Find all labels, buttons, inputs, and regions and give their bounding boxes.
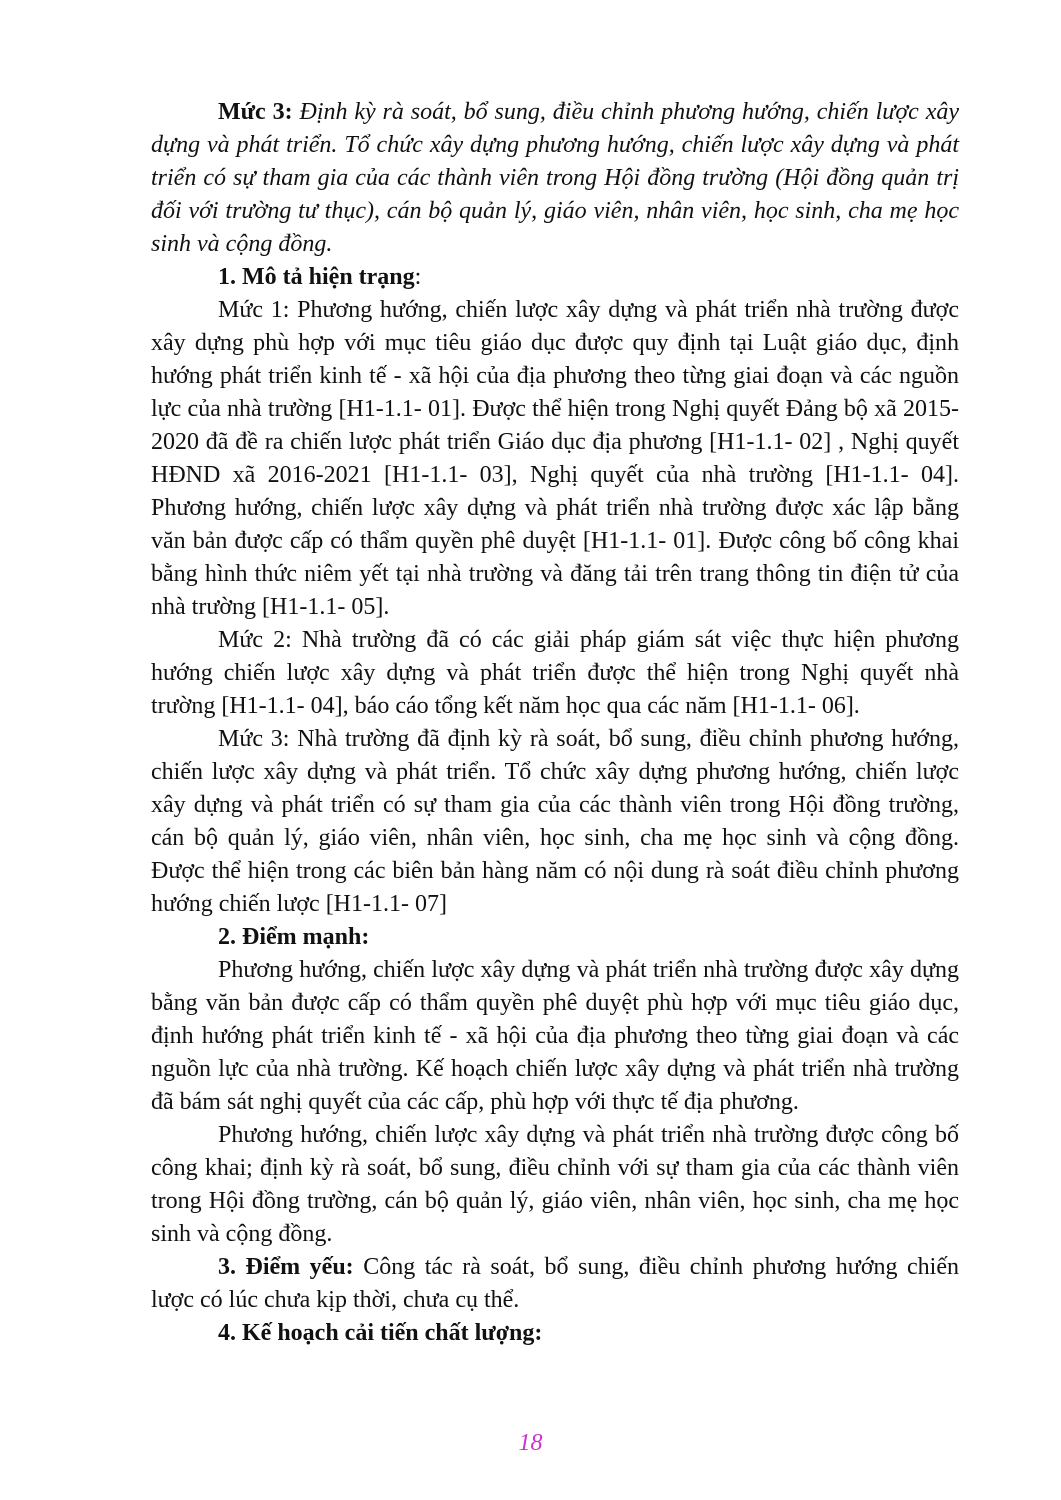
intro-text: Định kỳ rà soát, bổ sung, điều chỉnh phương hướng, chiến lược xây dựng và phát triển. Tổ chức xây dựng phương hướng, chiến lược xây dựng và phát triển có sự tham gia của các thành viên trong Hội đồng trường (Hội đồng quản trị đối với trường tư thục), cán bộ quản lý, giáo viên, nhân viên, học sinh, cha mẹ học sinh và cộng đồng.: [151, 99, 960, 257]
section-1-paragraph-1: Mức 1: Phương hướng, chiến lược xây dựng và phát triển nhà trường được xây dựng phù hợp với mục tiêu giáo dục được quy định tại Luật giáo dục, định hướng phát triển kinh tế - xã hội của địa phương theo từng giai đoạn và các nguồn lực của nhà trường [H1-1.1- 01]. Được thể hiện trong Nghị quyết Đảng bộ xã 2015-2020 đã đề ra chiến lược phát triển Giáo dục địa phương [H1-1.1- 02] , Nghị quyết HĐND xã 2016-2021 [H1-1.1- 03], Nghị quyết của nhà trường [H1-1.1- 04]. Phương hướng, chiến lược xây dựng và phát triển nhà trường được xác lập bằng văn bản được cấp có thẩm quyền phê duyệt [H1-1.1- 01]. Được công bố công khai bằng hình thức niêm yết tại nhà trường và đăng tải trên trang thông tin điện tử của nhà trường [H1-1.1- 05].: [151, 297, 959, 620]
section-3-text: Công tác rà soát, bổ sung, điều chỉnh phương hướng chiến lược có lúc chưa kịp thời, chưa cụ thể.: [151, 1254, 959, 1313]
section-1-heading-text: 1. Mô tả hiện trạng: [218, 264, 415, 290]
section-1-heading: [151, 261, 959, 294]
section-4-heading: 4. Kế hoạch cải tiến chất lượng:: [218, 1320, 543, 1346]
section-3-heading: 3. Điểm yếu:: [218, 1254, 354, 1280]
section-2-paragraph-1: Phương hướng, chiến lược xây dựng và phát triển nhà trường được xây dựng bằng văn bản được cấp có thẩm quyền phê duyệt phù hợp với mục tiêu giáo dục, định hướng phát triển kinh tế - xã hội của địa phương theo từng giai đoạn và các nguồn lực của nhà trường. Kế hoạch chiến lược xây dựng và phát triển nhà trường đã bám sát nghị quyết của các cấp, phù hợp với thực tế địa phương.: [151, 957, 959, 1115]
section-1-heading-colon: :: [414, 264, 422, 290]
section-2-heading: 2. Điểm mạnh:: [218, 924, 370, 950]
section-3-paragraph: [151, 1251, 959, 1317]
section-1-paragraph-3: Mức 3: Nhà trường đã định kỳ rà soát, bổ sung, điều chỉnh phương hướng, chiến lược xây dựng và phát triển. Tổ chức xây dựng phương hướng, chiến lược xây dựng và phát triển có sự tham gia của các thành viên trong Hội đồng trường, cán bộ quản lý, giáo viên, nhân viên, học sinh, cha mẹ học sinh và cộng đồng. Được thể hiện trong các biên bản hàng năm có nội dung rà soát điều chỉnh phương hướng chiến lược [H1-1.1- 07]: [151, 726, 959, 917]
intro-paragraph: [151, 96, 959, 261]
section-2-paragraph-2: Phương hướng, chiến lược xây dựng và phát triển nhà trường được công bố công khai; định kỳ rà soát, bổ sung, điều chỉnh với sự tham gia của các thành viên trong Hội đồng trường, cán bộ quản lý, giáo viên, nhân viên, học sinh, cha mẹ học sinh và cộng đồng.: [151, 1122, 959, 1247]
section-1-paragraph-2: Mức 2: Nhà trường đã có các giải pháp giám sát việc thực hiện phương hướng chiến lược xây dựng và phát triển được thể hiện trong Nghị quyết nhà trường [H1-1.1- 04], báo cáo tổng kết năm học qua các năm [H1-1.1- 06].: [151, 627, 959, 719]
intro-label: Mức 3:: [218, 99, 293, 125]
page-number: 18: [518, 1430, 543, 1456]
document-body: [151, 96, 959, 1350]
